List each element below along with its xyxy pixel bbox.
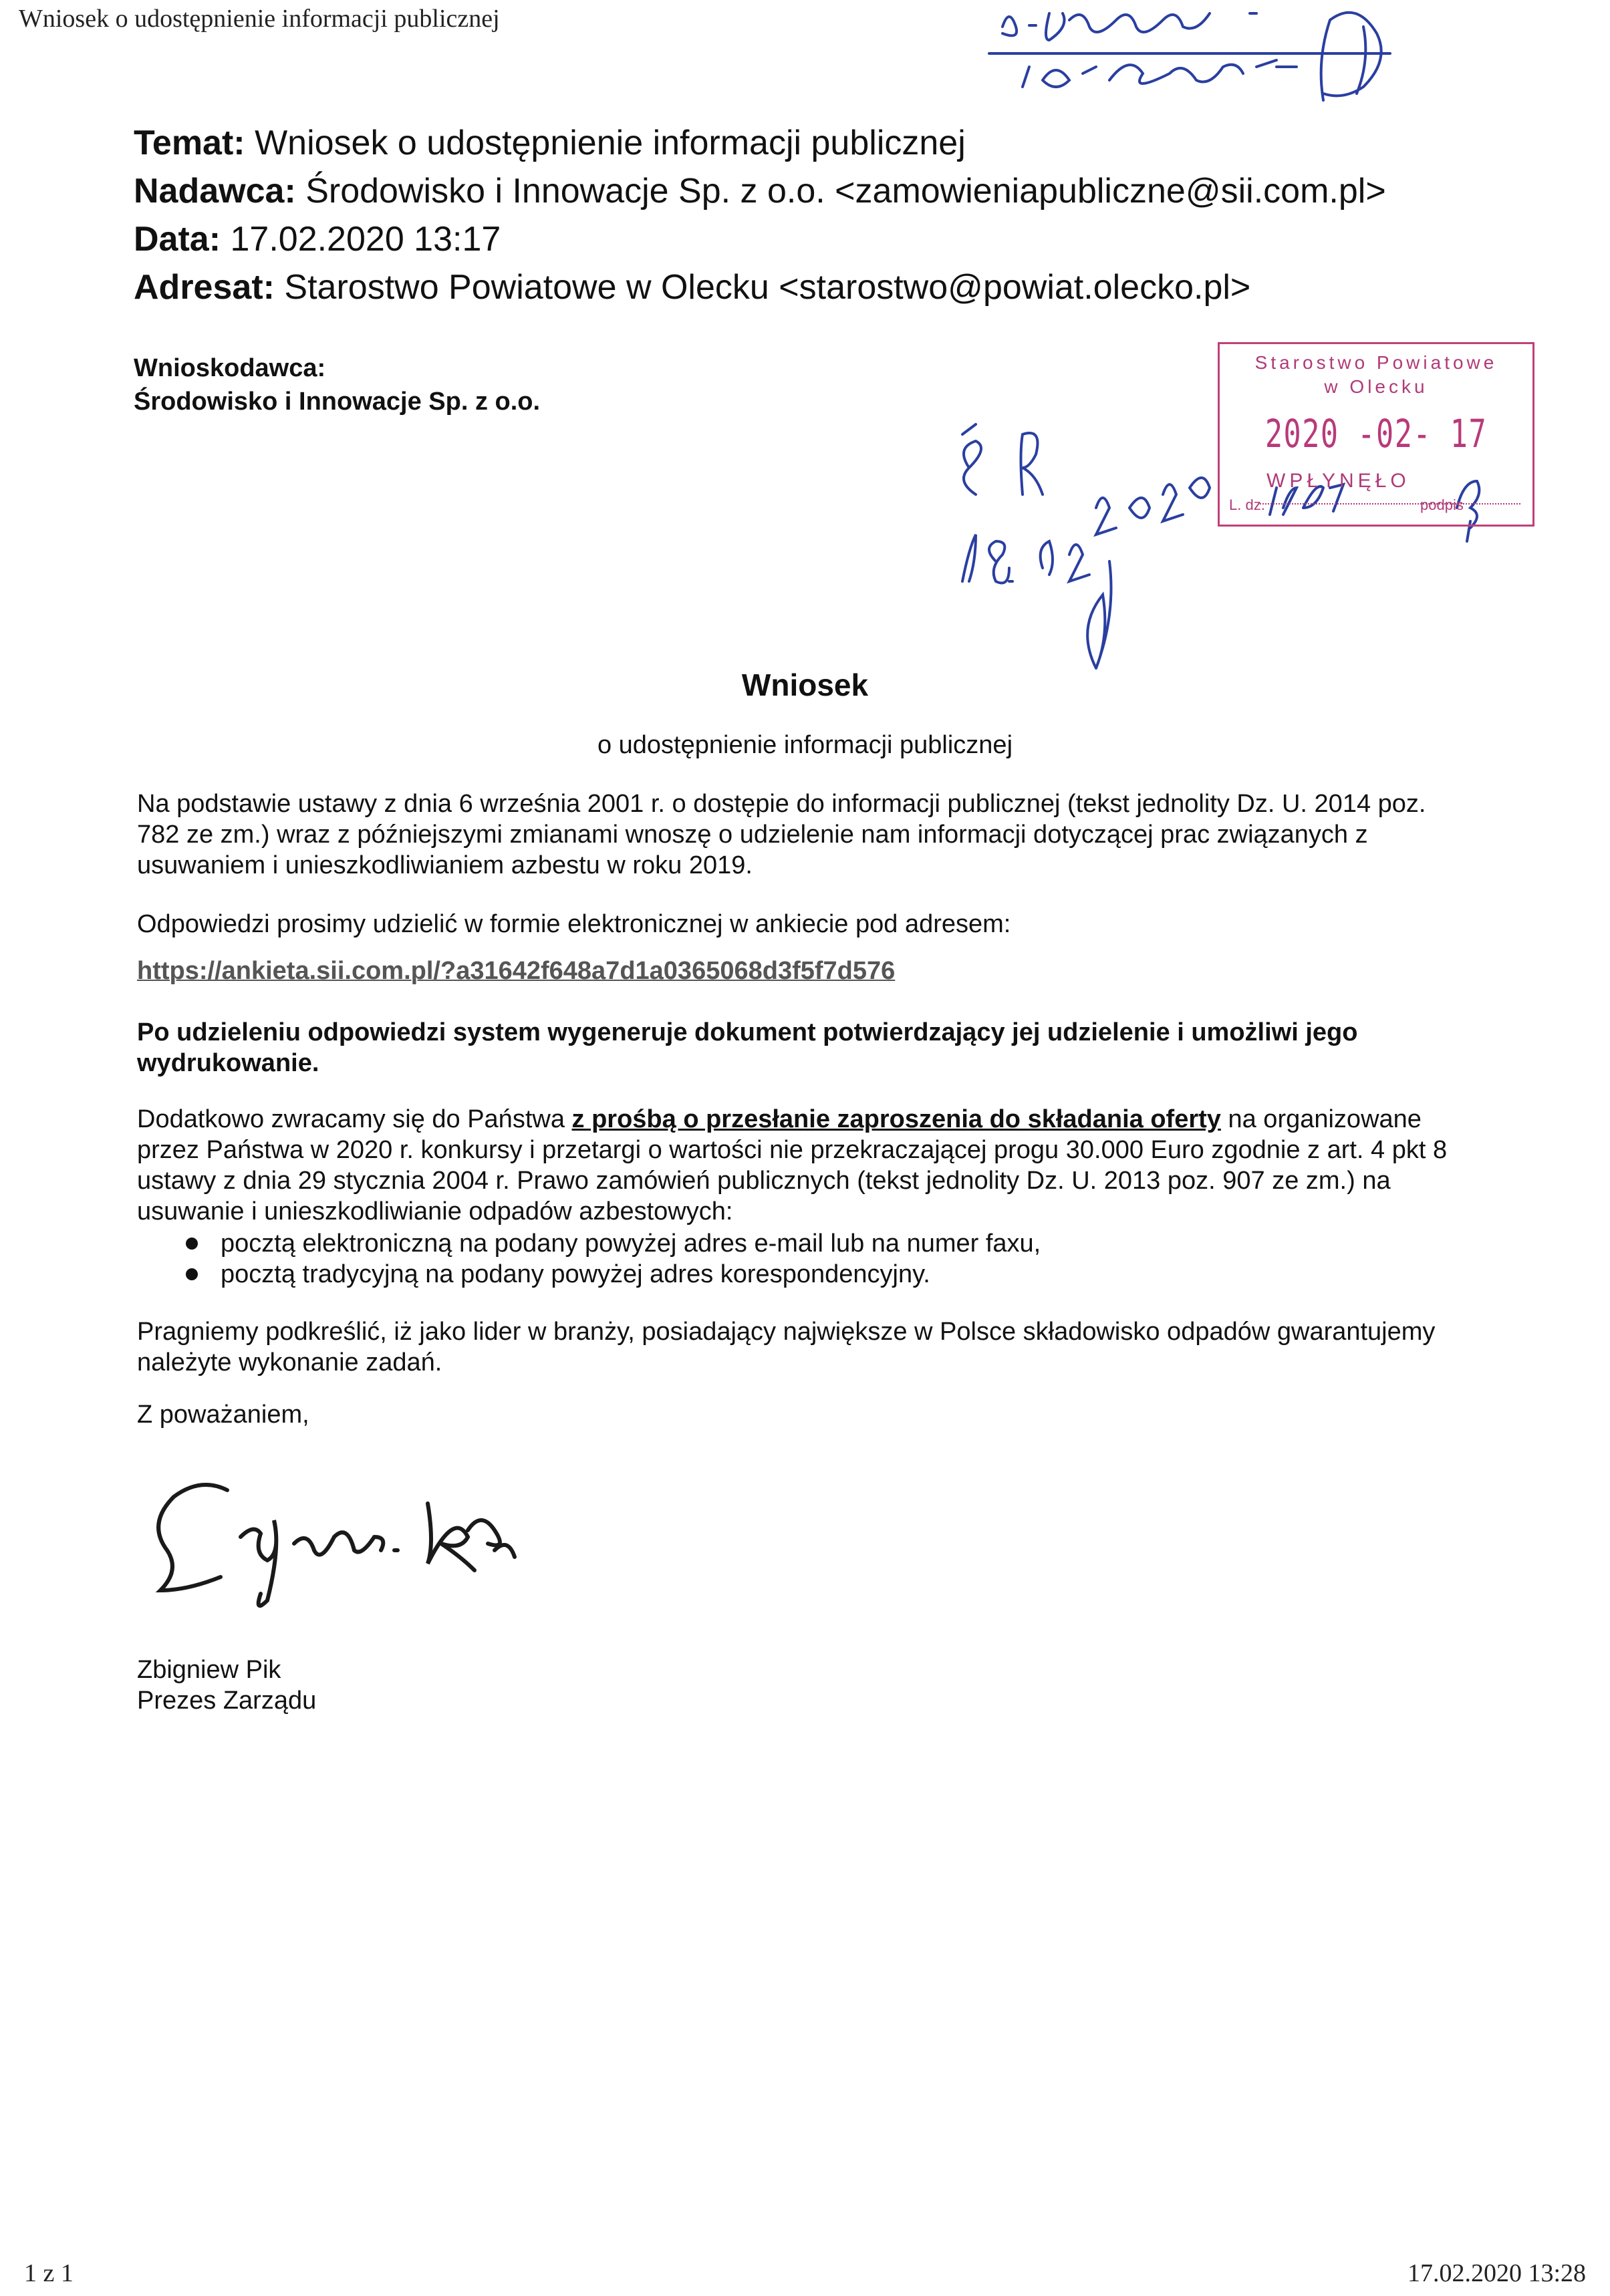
applicant-block [134, 351, 540, 418]
stamp-date: 2020 -02- 17 [1264, 411, 1488, 456]
signer-block [137, 1655, 316, 1716]
middle-handwritten-note [962, 424, 1210, 668]
top-right-handwritten-note [989, 13, 1390, 100]
email-recipient-row [134, 263, 1386, 311]
recipient-label: Adresat: [134, 268, 275, 307]
print-footer-timestamp: 17.02.2020 13:28 [1407, 2259, 1586, 2287]
subject-value: Wniosek o udostępnienie informacji publicznej [255, 124, 966, 162]
list-item-text: pocztą tradycyjną na podany powyżej adres korespondencyjny. [221, 1260, 930, 1288]
stamp-office-name: Starostwo Powiatowe [1254, 352, 1498, 373]
offer-request-emphasis: z prośbą o przesłanie zaproszenia do składania oferty [571, 1105, 1221, 1133]
applicant-label: Wnioskodawca: [134, 354, 326, 382]
offer-request-intro: Dodatkowo zwracamy się do Państwa [137, 1105, 572, 1133]
list-item-text: pocztą elektroniczną na podany powyżej adres e-mail lub na numer faxu, [221, 1230, 1041, 1258]
registry-stamp [1218, 342, 1534, 527]
offer-request-details: na organizowane przez Państwa w 2020 r. konkursy i przetargi o wartości nie przekraczającej progu 30.000 Euro zgodnie z art. 4 pkt 8 ustawy z dnia 29 stycznia 2004 r. Prawo zamówień publicznych (tekst jednolity Dz. U. 2013 poz. 907 ze zm.) na usuwanie i unieszkodliwianie odpadów azbestowych: [137, 1105, 1448, 1226]
print-header-title: Wniosek o udostępnienie informacji publicznej [19, 5, 500, 33]
sender-label: Nadawca: [134, 172, 296, 210]
sender-value: Środowisko i Innowacje Sp. z o.o. <zamowieniapubliczne@sii.com.pl> [305, 172, 1386, 210]
bullet-icon [186, 1238, 198, 1250]
bullet-icon [186, 1268, 198, 1280]
paragraph-offer-request [137, 1104, 1474, 1227]
paragraph-response-request: Odpowiedzi prosimy udzielić w formie elektronicznej w ankiecie pod adresem: [137, 910, 1011, 938]
email-sender-row [134, 167, 1386, 215]
document-subtitle: o udostępnienie informacji publicznej [597, 731, 1013, 759]
survey-link[interactable]: https://ankieta.sii.com.pl/?a31642f648a7d1a0365068d3f5f7d576 [137, 957, 896, 985]
closing-salutation: Z poważaniem, [137, 1401, 309, 1429]
paragraph-confirmation: Po udzieleniu odpowiedzi system wygeneruje dokument potwierdzający jej udzielenie i umożliwi jego wydrukowanie. [137, 1018, 1358, 1077]
stamp-ldz-label: L. dz. [1229, 496, 1265, 513]
paragraph-legal-basis: Na podstawie ustawy z dnia 6 września 2001 r. o dostępie do informacji publicznej (tekst jednolity Dz. U. 2014 poz. 782 ze zm.) wraz z późniejszymi zmianami wnoszę o udzielenie nam informacji dotyczącej prac związanych z usuwaniem i unieszkodliwianiem azbestu w roku 2019. [137, 790, 1426, 879]
applicant-name: Środowisko i Innowacje Sp. z o.o. [134, 388, 541, 416]
email-date-row [134, 215, 1386, 263]
recipient-value: Starostwo Powiatowe w Olecku <starostwo@powiat.olecko.pl> [284, 268, 1251, 307]
date-value: 17.02.2020 13:17 [230, 220, 501, 259]
signature [158, 1485, 515, 1606]
email-subject-row [134, 119, 1386, 167]
stamp-podpis-label: podpis [1420, 496, 1464, 513]
delivery-methods-list [180, 1228, 1041, 1290]
subject-label: Temat: [134, 124, 245, 162]
signer-name: Zbigniew Pik [137, 1656, 281, 1684]
document-title: Wniosek [741, 668, 869, 702]
print-footer-page: 1 z 1 [24, 2259, 74, 2287]
stamp-dotted-line [1260, 503, 1520, 505]
date-label: Data: [134, 220, 221, 259]
list-item [180, 1228, 1041, 1259]
stamp-office-city: w Olecku [1324, 376, 1428, 397]
signer-title: Prezes Zarządu [137, 1687, 317, 1715]
stamp-received: WPŁYNĘŁO [1266, 470, 1410, 492]
list-item [180, 1259, 1041, 1290]
paragraph-leadership: Pragniemy podkreślić, iż jako lider w branży, posiadający największe w Polsce składowisko odpadów gwarantujemy należyte wykonanie zadań. [137, 1318, 1436, 1377]
email-header [134, 119, 1386, 311]
